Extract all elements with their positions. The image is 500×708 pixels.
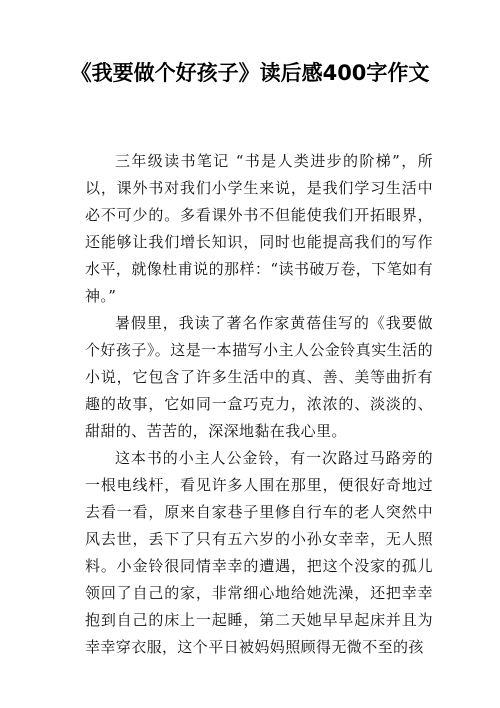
document-title: 《我要做个好孩子》读后感400字作文 bbox=[70, 61, 430, 85]
paragraph-2: 暑假里，我读了著名作家黄蓓佳写的《我要做个好孩子》。这是一本描写小主人公金铃真实生活的小说，它包含了许多生活中的真、善、美等曲折有趣的故事，它如同一盒巧克力，浓浓的、淡淡的、甜甜的、苦苦的，深深地黏在我心里。 bbox=[85, 314, 433, 440]
paragraph-1: 三年级读书笔记 “书是人类进步的阶梯”，所以，课外书对我们小学生来说，是我们学习生活中必不可少的。多看课外书不但能使我们开拓眼界，还能够让我们增长知识，同时也能提高我们的写作水平，就像杜甫说的那样：“读书破万卷，下笔如有神。” bbox=[85, 152, 433, 305]
paragraph-3: 这本书的小主人公金铃，有一次路过马路旁的一根电线杆，看见许多人围在那里，便很好奇地过去看一看，原来自家巷子里修自行车的老人突然中风去世，丢下了只有五六岁的小孙女幸幸，无人照料。小金铃很同情幸幸的遭遇，把这个没家的孤儿领回了自己的家，非常细心地给她洗澡，还把幸幸抱到自己的床上一起睡，第二天她早早起床并且为幸幸穿衣服，这个平日被妈妈照顾得无微不至的孩 bbox=[85, 449, 433, 656]
document-body bbox=[85, 148, 433, 661]
